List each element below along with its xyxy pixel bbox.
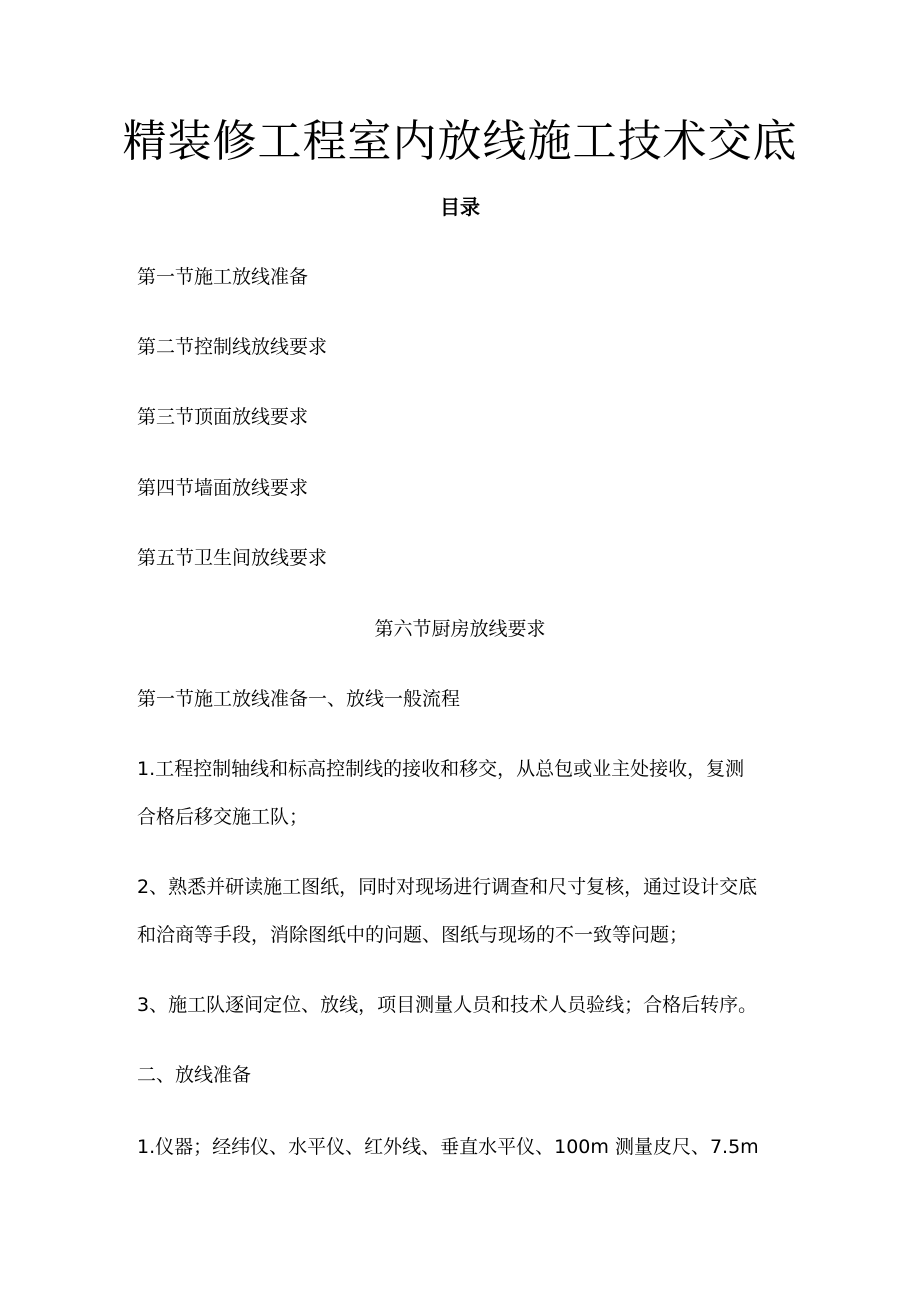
toc-item-5: 第五节卫生间放线要求 xyxy=(137,547,328,569)
toc-heading: 目录 xyxy=(440,195,480,219)
toc-item-2: 第二节控制线放线要求 xyxy=(137,336,328,358)
paragraph-item-1-line-2: 合格后移交施工队； xyxy=(137,806,309,828)
paragraph-item-2-line-2: 和洽商等手段，消除图纸中的问题、图纸与现场的不一致等问题； xyxy=(137,924,689,946)
toc-item-1: 第一节施工放线准备 xyxy=(137,266,309,288)
toc-item-6: 第六节厨房放线要求 xyxy=(374,618,546,640)
document-title: 精装修工程室内放线施工技术交底 xyxy=(122,116,798,167)
section-heading: 第一节施工放线准备一、放线一般流程 xyxy=(137,688,461,710)
paragraph-item-1-line-1: 1.工程控制轴线和标高控制线的接收和移交，从总包或业主处接收，复测 xyxy=(137,758,745,780)
toc-item-4: 第四节墙面放线要求 xyxy=(137,477,309,499)
paragraph-item-2-line-1: 2、熟悉并研读施工图纸，同时对现场进行调查和尺寸复核，通过设计交底 xyxy=(137,876,758,898)
subheading-fangxian-zhunbei: 二、放线准备 xyxy=(137,1064,252,1086)
paragraph-item-3: 3、施工队逐间定位、放线，项目测量人员和技术人员验线；合格后转序。 xyxy=(137,994,758,1016)
paragraph-item-instruments: 1.仪器；经纬仪、水平仪、红外线、垂直水平仪、100m 测量皮尺、7.5m xyxy=(137,1136,759,1158)
toc-item-3: 第三节顶面放线要求 xyxy=(137,406,309,428)
